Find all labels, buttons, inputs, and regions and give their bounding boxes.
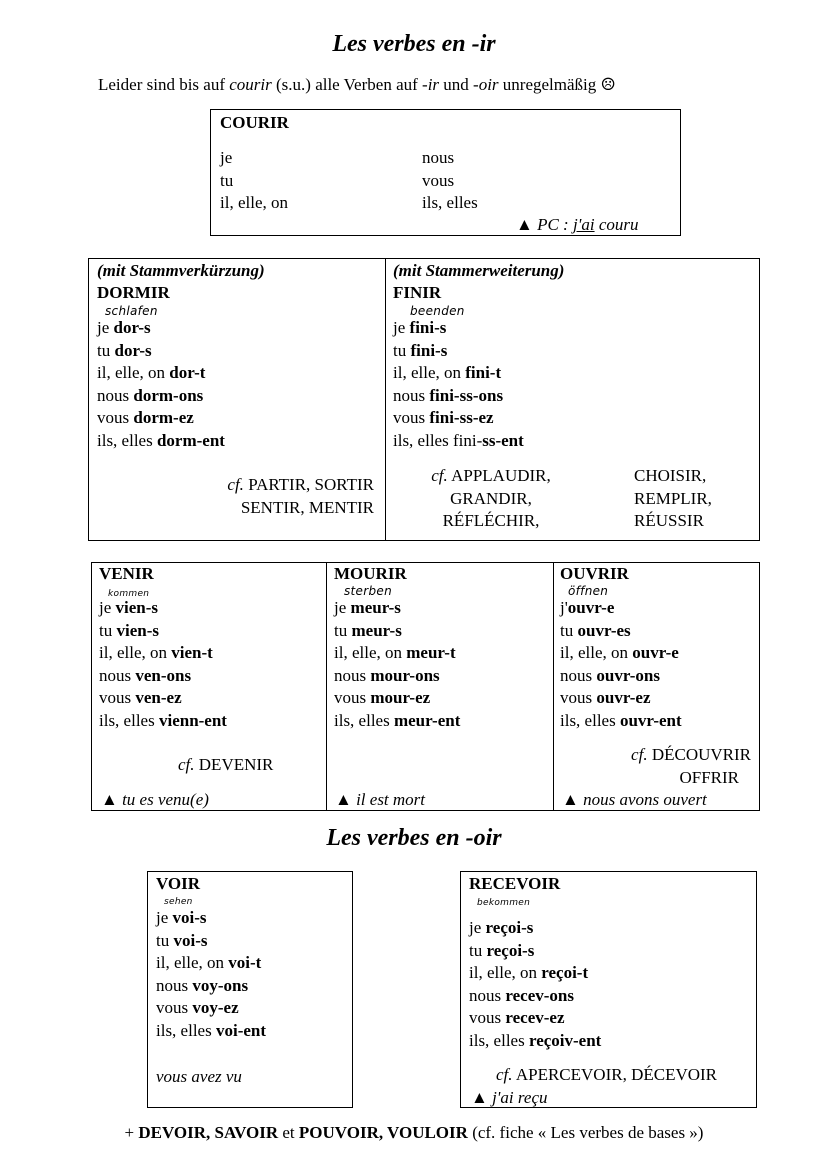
- courir-passe-compose: ▲ PC : j'ai couru: [516, 215, 639, 234]
- page-title-oir: Les verbes en -oir: [326, 825, 502, 851]
- gloss-finir: beenden: [410, 304, 465, 318]
- gloss-dormir: schlafen: [105, 304, 158, 318]
- dormir-finir-box: [88, 258, 760, 541]
- venir-conjugation: je vien-s tu vien-s il, elle, on vien-t nous ven-ons vous ven-ez ils, elles vienn-ent: [99, 598, 227, 730]
- warning-triangle-icon: ▲: [516, 215, 533, 234]
- voir-conjugation: je voi-s tu voi-s il, elle, on voi-t nous voy-ons vous voy-ez ils, elles voi-ent: [156, 908, 267, 1040]
- verb-name-courir: COURIR: [220, 113, 289, 132]
- verb-name-ouvrir: OUVRIR: [560, 564, 629, 583]
- dormir-subtitle: (mit Stammverkürzung): [97, 261, 265, 280]
- venir-mourir-ouvrir-box: [91, 562, 760, 811]
- finir-cf-col2: CHOISIR, REMPLIR, RÉUSSIR: [634, 466, 712, 530]
- ouvrir-cf: cf. DÉCOUVRIR OFFRIR: [631, 745, 751, 787]
- verb-name-recevoir: RECEVOIR: [469, 874, 561, 893]
- ouvrir-conjugation: j'ouvr-e tu ouvr-es il, elle, on ouvr-e nous ouvr-ons vous ouvr-ez ils, elles ouvr-ent: [560, 598, 682, 730]
- gloss-ouvrir: öffnen: [568, 584, 609, 598]
- warning-triangle-icon: ▲: [335, 790, 352, 809]
- page-title-ir: Les verbes en -ir: [332, 31, 496, 57]
- finir-cf-col1: cf. APPLAUDIR, GRANDIR, RÉFLÉCHIR,: [431, 466, 551, 530]
- voir-box: [147, 871, 353, 1108]
- courir-box: [210, 109, 681, 236]
- footer-note: + DEVOIR, SAVOIR et POUVOIR, VOULOIR (cf. fiche « Les verbes de bases »): [124, 1123, 704, 1142]
- verb-name-dormir: DORMIR: [97, 283, 170, 302]
- column-divider: [385, 259, 386, 540]
- column-divider: [326, 563, 327, 810]
- column-divider: [553, 563, 554, 810]
- finir-subtitle: (mit Stammerweiterung): [393, 261, 565, 280]
- warning-triangle-icon: ▲: [101, 790, 118, 809]
- gloss-mourir: sterben: [344, 584, 392, 598]
- finir-conjugation: je fini-s tu fini-s il, elle, on fini-t nous fini-ss-ons vous fini-ss-ez ils, elles fini-ss-ent: [393, 318, 524, 450]
- warning-triangle-icon: ▲: [471, 1088, 488, 1107]
- voir-passe-compose: vous avez vu: [156, 1067, 242, 1086]
- recevoir-conjugation: je reçoi-s tu reçoi-s il, elle, on reçoi-t nous recev-ons vous recev-ez ils, elles reçoiv-ent: [469, 918, 602, 1050]
- courir-pronouns-singular: je tu il, elle, on: [220, 148, 288, 212]
- mourir-passe-compose: ▲ il est mort: [335, 790, 426, 809]
- recevoir-box: [460, 871, 757, 1108]
- ouvrir-passe-compose: ▲ nous avons ouvert: [562, 790, 707, 809]
- venir-cf: cf. DEVENIR: [178, 755, 274, 774]
- courir-pronouns-plural: nous vous ils, elles: [422, 148, 478, 212]
- venir-passe-compose: ▲ tu es venu(e): [101, 790, 209, 809]
- warning-triangle-icon: ▲: [562, 790, 579, 809]
- gloss-voir: sehen: [164, 897, 193, 907]
- gloss-venir: kommen: [108, 589, 150, 599]
- recevoir-passe-compose: ▲ j'ai reçu: [471, 1088, 548, 1107]
- verb-name-finir: FINIR: [393, 283, 442, 302]
- recevoir-cf: cf. APERCEVOIR, DÉCEVOIR: [496, 1065, 718, 1084]
- verb-name-venir: VENIR: [99, 564, 154, 583]
- verb-name-voir: VOIR: [156, 874, 201, 893]
- intro-text: Leider sind bis auf courir (s.u.) alle Verben auf -ir und -oir unregelmäßig ☹: [98, 75, 616, 94]
- dormir-cf: cf. PARTIR, SORTIR SENTIR, MENTIR: [227, 475, 374, 517]
- sad-smiley-icon: ☹: [600, 75, 616, 94]
- gloss-recevoir: bekommen: [477, 898, 531, 908]
- dormir-conjugation: je dor-s tu dor-s il, elle, on dor-t nous dorm-ons vous dorm-ez ils, elles dorm-ent: [97, 318, 225, 450]
- mourir-conjugation: je meur-s tu meur-s il, elle, on meur-t nous mour-ons vous mour-ez ils, elles meur-ent: [334, 598, 461, 730]
- verb-name-mourir: MOURIR: [334, 564, 407, 583]
